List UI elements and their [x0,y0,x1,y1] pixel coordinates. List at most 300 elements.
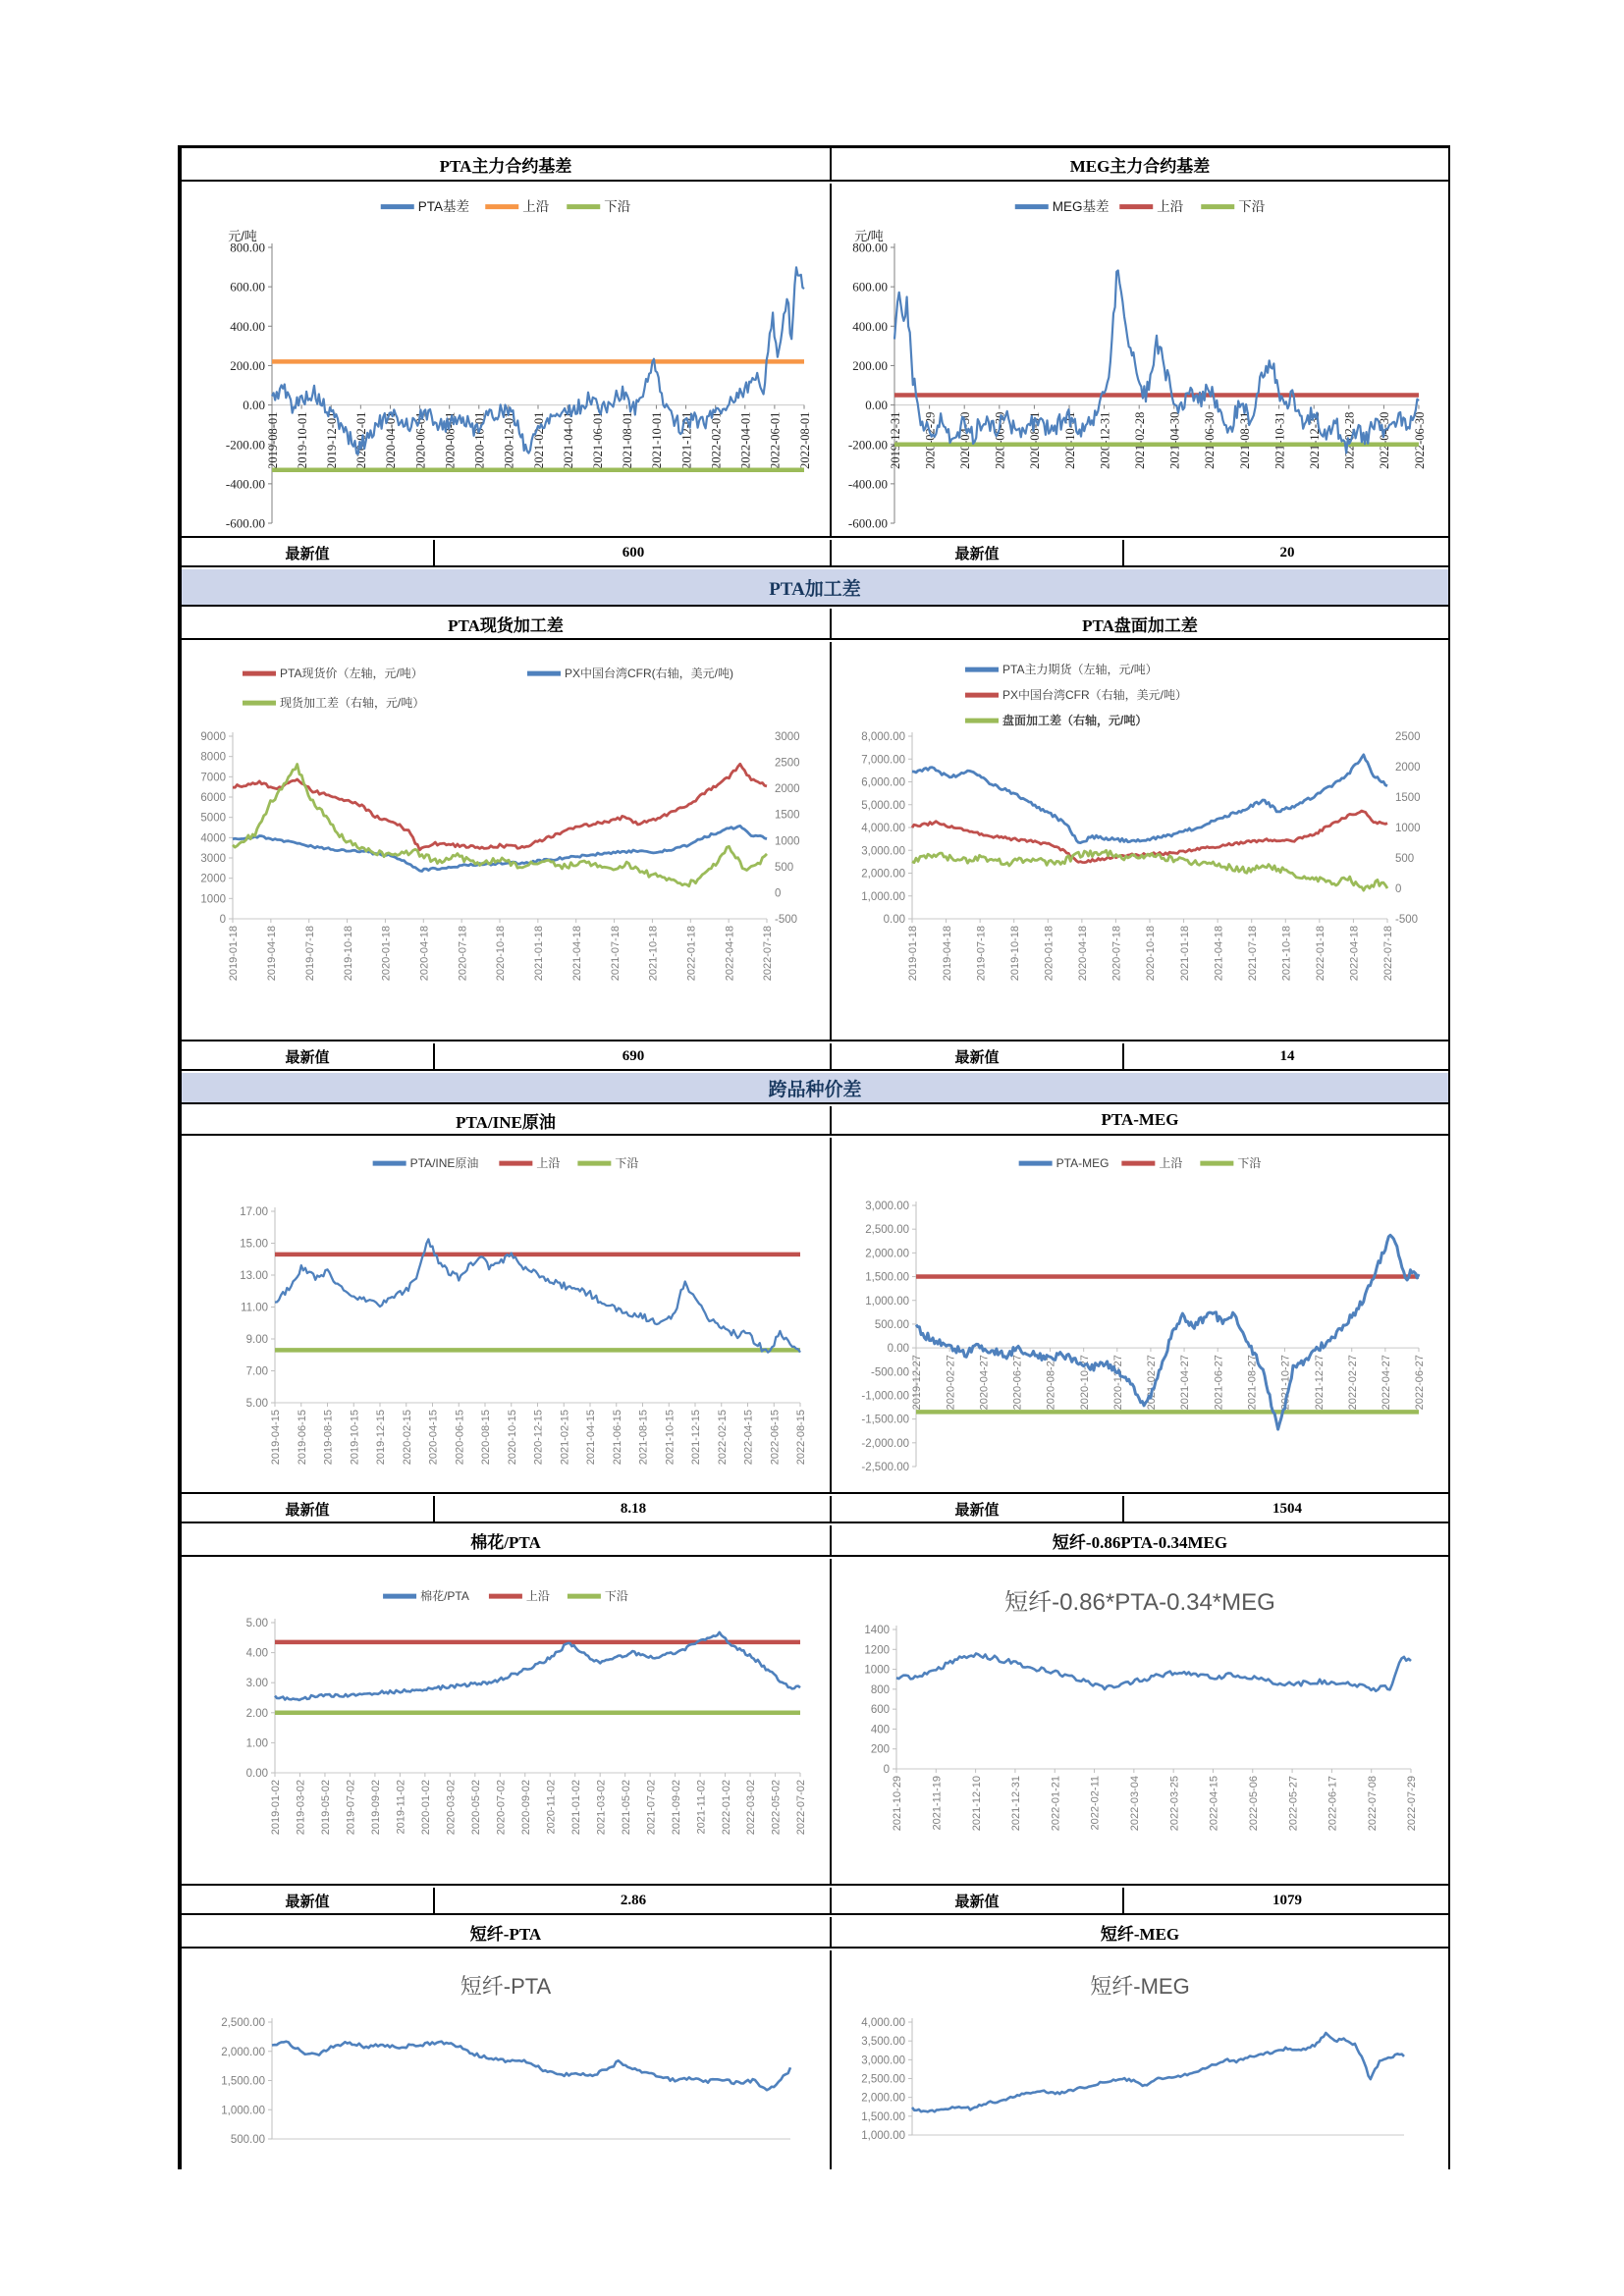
chart-pta-meg [832,1138,1448,1492]
svg-text:400.00: 400.00 [230,318,265,334]
title-text: 短纤-MEG [1100,1924,1180,1944]
title-pta-basis [182,148,830,180]
svg-text:3,000.00: 3,000.00 [861,2055,905,2067]
svg-text:2,500.00: 2,500.00 [861,2073,905,2086]
svg-text:2021-02-01: 2021-02-01 [531,411,546,469]
svg-text:-500.00: -500.00 [870,1366,909,1379]
latest-label-text: 最新值 [954,546,1000,562]
svg-text:-1,500.00: -1,500.00 [861,1414,909,1426]
svg-text:现货加工差（右轴，元/吨）: 现货加工差（右轴，元/吨） [280,696,425,710]
svg-text:-400.00: -400.00 [225,476,265,492]
svg-text:2020-04-18: 2020-04-18 [418,926,431,982]
svg-text:2020-06-15: 2020-06-15 [454,1410,466,1466]
svg-text:2021-12-31: 2021-12-31 [1010,1776,1023,1832]
svg-text:2021-02-28: 2021-02-28 [1132,411,1147,469]
svg-text:0.00: 0.00 [865,398,888,413]
svg-text:PX中国台湾CFR（右轴，美元/吨）: PX中国台湾CFR（右轴，美元/吨） [1002,688,1188,702]
svg-text:2022-06-15: 2022-06-15 [769,1410,782,1466]
svg-text:7000: 7000 [200,772,226,784]
svg-text:0: 0 [883,1764,890,1777]
title-pta-ine [182,1106,830,1134]
cotton-pta-chart-svg [182,1559,830,1884]
svg-text:2020-12-01: 2020-12-01 [502,411,516,469]
svg-text:2020-08-15: 2020-08-15 [480,1410,493,1466]
latest-label-left [182,1496,435,1522]
svg-text:2,500.00: 2,500.00 [221,2017,265,2030]
svg-text:2021-06-27: 2021-06-27 [1213,1355,1225,1411]
svg-text:2021-01-02: 2021-01-02 [569,1780,582,1836]
chart-pta-basis [182,184,830,536]
latest-value-row-3 [182,1496,1448,1523]
svg-text:2020-10-31: 2020-10-31 [1062,411,1077,469]
svg-text:2022-03-02: 2022-03-02 [745,1780,758,1836]
svg-text:2020-06-01: 2020-06-01 [413,411,428,469]
svg-text:0.00: 0.00 [243,398,265,413]
title-text: PTA现货加工差 [448,615,564,635]
svg-text:2021-07-18: 2021-07-18 [609,926,622,982]
svg-text:1,000.00: 1,000.00 [861,2130,905,2143]
svg-text:2,000.00: 2,000.00 [221,2046,265,2058]
svg-text:3000: 3000 [775,731,800,744]
svg-text:1500: 1500 [1395,792,1421,805]
svg-text:500.00: 500.00 [230,2134,265,2147]
latest-value-psf-formula [1126,1888,1448,1913]
svg-text:2022-05-06: 2022-05-06 [1247,1776,1260,1832]
svg-text:-400.00: -400.00 [847,476,888,492]
svg-text:11.00: 11.00 [241,1302,268,1314]
svg-text:2022-06-17: 2022-06-17 [1326,1776,1339,1832]
svg-text:2021-01-18: 2021-01-18 [1178,926,1191,982]
svg-text:3000: 3000 [200,853,226,866]
svg-text:9000: 9000 [200,731,226,744]
svg-text:2021-05-02: 2021-05-02 [620,1780,632,1836]
svg-text:2020-04-18: 2020-04-18 [1077,926,1090,982]
title-psf-meg [832,1917,1448,1947]
chart-row-4 [182,1559,1448,1886]
svg-text:2021-12-10: 2021-12-10 [970,1776,983,1832]
svg-text:2022-04-18: 2022-04-18 [1348,926,1361,982]
svg-text:2019-01-18: 2019-01-18 [907,926,920,982]
svg-text:上沿: 上沿 [525,1589,550,1603]
chart-pta-ine [182,1138,830,1492]
svg-text:上沿: 上沿 [536,1156,561,1170]
column-divider [830,1138,832,1492]
title-text: 短纤-0.86PTA-0.34MEG [1052,1532,1228,1552]
svg-text:2019-12-27: 2019-12-27 [911,1355,924,1411]
svg-text:2022-02-01: 2022-02-01 [709,411,724,469]
section-title-text: PTA加工差 [769,578,861,600]
svg-text:PX中国台湾CFR(右轴，美元/吨): PX中国台湾CFR(右轴，美元/吨) [565,667,733,680]
svg-text:-200.00: -200.00 [847,437,888,453]
svg-text:2022-02-28: 2022-02-28 [1342,411,1357,469]
svg-text:2022-05-02: 2022-05-02 [770,1780,783,1836]
svg-text:2021-04-18: 2021-04-18 [1213,926,1225,982]
chart-psf-formula [832,1559,1448,1884]
latest-label-text: 最新值 [954,1049,1000,1066]
svg-text:棉花/PTA: 棉花/PTA [420,1589,469,1603]
svg-text:PTA主力期货（左轴，元/吨）: PTA主力期货（左轴，元/吨） [1002,663,1158,676]
svg-text:2021-04-01: 2021-04-01 [561,411,575,469]
svg-text:上沿: 上沿 [522,199,550,214]
svg-text:500: 500 [1395,853,1415,866]
svg-text:PTA/INE原油: PTA/INE原油 [409,1156,479,1170]
title-text: 短纤-PTA [469,1924,542,1944]
svg-text:2021-10-15: 2021-10-15 [664,1410,677,1466]
latest-label-left [182,1888,435,1913]
svg-text:2021-06-01: 2021-06-01 [590,411,605,469]
svg-text:0: 0 [219,914,226,927]
svg-text:7.00: 7.00 [245,1365,268,1378]
svg-text:2500: 2500 [1395,731,1421,744]
svg-text:1400: 1400 [864,1625,890,1637]
title-psf-pta [182,1917,830,1947]
latest-label-text: 最新值 [285,546,330,562]
svg-text:2019-03-02: 2019-03-02 [295,1780,307,1836]
svg-text:200: 200 [870,1743,890,1756]
svg-text:2022-07-29: 2022-07-29 [1406,1776,1419,1832]
svg-text:下沿: 下沿 [604,199,631,214]
svg-text:5000: 5000 [200,812,226,825]
svg-text:2020-07-02: 2020-07-02 [495,1780,508,1836]
chart-pta-disk-spread [832,642,1448,1040]
latest-label-right [832,1043,1124,1069]
title-pta-disk-spread [832,609,1448,638]
svg-text:2019-06-15: 2019-06-15 [296,1410,308,1466]
svg-text:1200: 1200 [864,1644,890,1657]
svg-text:2022-03-25: 2022-03-25 [1168,1776,1181,1832]
svg-text:2022-08-01: 2022-08-01 [797,411,812,469]
svg-text:2021-02-27: 2021-02-27 [1146,1355,1159,1411]
svg-text:短纤-PTA: 短纤-PTA [460,1974,552,1999]
svg-text:2020-12-15: 2020-12-15 [532,1410,545,1466]
svg-text:2020-10-18: 2020-10-18 [495,926,508,982]
svg-text:600.00: 600.00 [230,279,265,294]
svg-text:2022-02-27: 2022-02-27 [1346,1355,1359,1411]
svg-text:2022-07-18: 2022-07-18 [1382,926,1395,982]
pta-basis-chart-svg [182,184,830,536]
svg-text:2019-11-02: 2019-11-02 [395,1780,407,1835]
svg-text:盘面加工差（右轴，元/吨）: 盘面加工差（右轴，元/吨） [1002,714,1148,727]
svg-text:2019-10-15: 2019-10-15 [349,1410,361,1466]
svg-text:0.00: 0.00 [245,1768,268,1781]
latest-value-text: 14 [1279,1047,1295,1064]
svg-text:2022-08-15: 2022-08-15 [795,1410,808,1466]
chart-pta-spot-spread [182,642,830,1040]
svg-text:2022-06-30: 2022-06-30 [1412,411,1427,469]
svg-text:2021-04-15: 2021-04-15 [585,1410,598,1466]
svg-text:2000: 2000 [1395,762,1421,774]
svg-text:2019-08-15: 2019-08-15 [322,1410,335,1466]
svg-text:2022-01-21: 2022-01-21 [1050,1776,1062,1832]
chart-meg-basis [832,184,1448,536]
svg-text:2021-06-15: 2021-06-15 [611,1410,623,1466]
column-divider [830,1106,832,1134]
svg-text:2022-03-04: 2022-03-04 [1129,1776,1142,1832]
svg-text:2021-03-02: 2021-03-02 [595,1780,608,1836]
svg-text:2020-08-27: 2020-08-27 [1045,1355,1057,1411]
svg-text:2021-02-15: 2021-02-15 [559,1410,571,1466]
svg-text:2021-07-02: 2021-07-02 [645,1780,658,1836]
svg-text:2022-04-01: 2022-04-01 [738,411,753,469]
svg-text:2022-04-15: 2022-04-15 [742,1410,755,1466]
svg-text:1,500.00: 1,500.00 [865,1271,909,1284]
pta-ine-chart-svg [182,1138,830,1492]
section-header-pta-processing [182,569,1448,607]
svg-text:1,500.00: 1,500.00 [221,2075,265,2088]
svg-text:2022-05-27: 2022-05-27 [1287,1776,1300,1832]
pta-disk-spread-chart-svg [832,642,1448,1040]
svg-text:6,000.00: 6,000.00 [861,776,905,789]
column-divider [830,184,832,536]
svg-text:2022-07-08: 2022-07-08 [1366,1776,1379,1832]
svg-text:4000: 4000 [200,832,226,845]
svg-text:1000: 1000 [775,835,800,848]
title-text: 棉花/PTA [470,1532,541,1552]
latest-value-text: 1079 [1272,1892,1302,1908]
svg-text:1000: 1000 [200,893,226,906]
chart-title-row-5 [182,1917,1448,1949]
latest-value-text: 2.86 [620,1892,647,1908]
title-psf-formula [832,1525,1448,1555]
psf-meg-chart-svg [832,1950,1448,2169]
latest-value-pta-disk-spread [1126,1043,1448,1069]
svg-text:-200.00: -200.00 [225,437,265,453]
column-divider [830,1043,832,1069]
svg-text:0: 0 [775,887,782,900]
svg-text:200.00: 200.00 [230,357,265,373]
svg-text:8,000.00: 8,000.00 [861,731,905,744]
svg-text:2000: 2000 [775,783,800,796]
svg-text:2020-04-30: 2020-04-30 [957,411,972,469]
latest-value-row-2 [182,1043,1448,1071]
section-header-cross-variety [182,1073,1448,1104]
svg-text:2022-06-27: 2022-06-27 [1414,1355,1427,1411]
svg-text:2021-10-01: 2021-10-01 [650,411,665,469]
chart-title-row-2 [182,609,1448,640]
latest-value-row-1 [182,540,1448,567]
svg-text:2022-07-02: 2022-07-02 [795,1780,808,1836]
svg-text:2021-11-19: 2021-11-19 [931,1776,944,1831]
svg-text:1500: 1500 [775,809,800,822]
svg-text:2,500.00: 2,500.00 [865,1224,909,1237]
svg-text:2021-04-18: 2021-04-18 [570,926,583,982]
svg-text:2020-01-18: 2020-01-18 [1043,926,1056,982]
svg-text:2020-07-18: 2020-07-18 [1110,926,1123,982]
column-divider [830,148,832,180]
latest-label-right [832,540,1124,565]
svg-text:2020-02-15: 2020-02-15 [401,1410,413,1466]
svg-text:1,000.00: 1,000.00 [861,890,905,903]
svg-text:2019-04-18: 2019-04-18 [941,926,953,982]
svg-text:2020-02-27: 2020-02-27 [945,1355,957,1411]
svg-text:2021-12-15: 2021-12-15 [690,1410,703,1466]
svg-text:2020-10-01: 2020-10-01 [472,411,487,469]
column-divider [830,540,832,565]
svg-text:2020-06-27: 2020-06-27 [1011,1355,1024,1411]
svg-text:3,000.00: 3,000.00 [861,845,905,858]
svg-text:2022-04-27: 2022-04-27 [1380,1355,1393,1411]
svg-text:2021-11-02: 2021-11-02 [695,1780,708,1835]
svg-text:2021-08-01: 2021-08-01 [621,411,635,469]
svg-text:0.00: 0.00 [883,914,905,927]
latest-value-text: 600 [622,544,645,561]
column-divider [830,1525,832,1555]
svg-text:2021-07-18: 2021-07-18 [1246,926,1259,982]
svg-text:2021-08-27: 2021-08-27 [1246,1355,1259,1411]
latest-label-text: 最新值 [285,1502,330,1519]
svg-text:500.00: 500.00 [874,1318,909,1331]
svg-text:2020-10-18: 2020-10-18 [1145,926,1158,982]
svg-text:3,000.00: 3,000.00 [865,1201,909,1213]
report-table [178,145,1450,2169]
svg-text:2022-01-18: 2022-01-18 [685,926,698,982]
svg-text:-2,500.00: -2,500.00 [861,1462,909,1474]
svg-text:4.00: 4.00 [245,1647,268,1660]
svg-text:2020-06-30: 2020-06-30 [993,411,1007,469]
svg-text:2022-07-18: 2022-07-18 [762,926,775,982]
svg-text:13.00: 13.00 [240,1270,268,1283]
chart-title-row-4 [182,1525,1448,1557]
svg-text:2500: 2500 [775,757,800,770]
chart-psf-meg [832,1950,1448,2169]
svg-text:2019-01-02: 2019-01-02 [270,1780,283,1836]
pta-meg-chart-svg [832,1138,1448,1492]
latest-value-text: 8.18 [620,1500,647,1517]
svg-text:600: 600 [870,1704,890,1717]
svg-text:400.00: 400.00 [852,318,888,334]
svg-text:2019-12-31: 2019-12-31 [888,411,902,469]
svg-text:5.00: 5.00 [245,1398,268,1411]
svg-text:PTA基差: PTA基差 [417,199,470,214]
svg-text:600.00: 600.00 [852,279,888,294]
latest-label-text: 最新值 [954,1502,1000,1519]
svg-text:2021-04-27: 2021-04-27 [1179,1355,1192,1411]
svg-text:上沿: 上沿 [1159,1156,1183,1170]
svg-text:2,000.00: 2,000.00 [861,2092,905,2105]
svg-text:2020-08-31: 2020-08-31 [1028,411,1043,469]
svg-text:2020-01-02: 2020-01-02 [420,1780,433,1836]
svg-text:-1,000.00: -1,000.00 [861,1390,909,1403]
column-divider [830,1559,832,1884]
svg-text:2021-12-31: 2021-12-31 [1307,411,1322,469]
svg-text:6000: 6000 [200,792,226,805]
svg-text:800.00: 800.00 [230,240,265,255]
svg-text:-600.00: -600.00 [847,515,888,531]
column-divider [830,642,832,1040]
svg-text:上沿: 上沿 [1157,199,1184,214]
svg-text:-600.00: -600.00 [225,515,265,531]
svg-text:PTA现货价（左轴，元/吨）: PTA现货价（左轴，元/吨） [280,667,423,680]
title-pta-meg [832,1106,1448,1134]
svg-text:5,000.00: 5,000.00 [861,799,905,812]
svg-text:2020-01-18: 2020-01-18 [380,926,393,982]
chart-row-3 [182,1138,1448,1494]
title-text: PTA/INE原油 [456,1112,556,1132]
svg-text:短纤-0.86*PTA-0.34*MEG: 短纤-0.86*PTA-0.34*MEG [1004,1589,1275,1616]
svg-text:2020-09-02: 2020-09-02 [519,1780,532,1836]
latest-label-text: 最新值 [285,1894,330,1910]
svg-text:2022-02-15: 2022-02-15 [716,1410,729,1466]
svg-text:2019-10-18: 2019-10-18 [342,926,354,982]
svg-text:PTA-MEG: PTA-MEG [1056,1156,1110,1170]
svg-text:2,000.00: 2,000.00 [865,1248,909,1260]
pta-spot-spread-chart-svg [182,642,830,1040]
svg-text:2.00: 2.00 [245,1707,268,1720]
svg-text:2022-02-11: 2022-02-11 [1089,1776,1102,1831]
svg-text:2021-08-15: 2021-08-15 [637,1410,650,1466]
svg-text:2022-04-18: 2022-04-18 [724,926,736,982]
column-divider [830,1950,832,2169]
svg-text:0: 0 [1395,883,1402,896]
svg-text:2019-12-15: 2019-12-15 [375,1410,388,1466]
svg-text:2019-01-18: 2019-01-18 [228,926,241,982]
svg-text:1000: 1000 [864,1664,890,1677]
svg-text:2019-10-01: 2019-10-01 [295,411,309,469]
svg-text:-500: -500 [1395,914,1419,927]
svg-text:1.00: 1.00 [245,1737,268,1750]
latest-label-left [182,1043,435,1069]
svg-text:短纤-MEG: 短纤-MEG [1090,1974,1190,1999]
svg-text:下沿: 下沿 [604,1589,628,1603]
svg-text:5.00: 5.00 [245,1618,268,1630]
svg-text:0.00: 0.00 [887,1343,909,1356]
svg-text:2021-08-31: 2021-08-31 [1237,411,1252,469]
latest-label-right [832,1496,1124,1522]
column-divider [830,1496,832,1522]
svg-text:2019-05-02: 2019-05-02 [320,1780,333,1836]
svg-text:2019-12-01: 2019-12-01 [324,411,339,469]
svg-text:2020-04-27: 2020-04-27 [978,1355,991,1411]
svg-text:2020-12-27: 2020-12-27 [1111,1355,1124,1411]
latest-label-text: 最新值 [954,1894,1000,1910]
column-divider [830,1888,832,1913]
svg-text:2019-08-01: 2019-08-01 [265,411,280,469]
svg-text:2019-09-02: 2019-09-02 [370,1780,383,1836]
svg-text:2020-02-29: 2020-02-29 [923,411,938,469]
svg-text:2021-12-01: 2021-12-01 [679,411,694,469]
svg-text:2020-12-31: 2020-12-31 [1098,411,1112,469]
svg-text:2020-10-15: 2020-10-15 [506,1410,518,1466]
latest-value-pta-spot-spread [437,1043,830,1069]
svg-text:下沿: 下沿 [615,1156,639,1170]
chart-row-5 [182,1950,1448,2169]
title-cotton-pta [182,1525,830,1555]
chart-cotton-pta [182,1559,830,1884]
svg-text:8000: 8000 [200,751,226,764]
column-divider [830,1917,832,1947]
svg-text:下沿: 下沿 [1238,199,1266,214]
latest-value-meg-basis [1126,540,1448,565]
svg-text:1,000.00: 1,000.00 [865,1295,909,1308]
svg-text:2000: 2000 [200,873,226,885]
svg-text:2022-06-01: 2022-06-01 [768,411,783,469]
latest-value-row-4 [182,1888,1448,1915]
svg-text:7,000.00: 7,000.00 [861,754,905,767]
svg-text:2020-07-18: 2020-07-18 [457,926,469,982]
svg-text:2021-10-27: 2021-10-27 [1279,1355,1292,1411]
svg-text:4,000.00: 4,000.00 [861,2017,905,2030]
svg-text:MEG基差: MEG基差 [1052,199,1110,214]
title-text: PTA-MEG [1101,1110,1179,1129]
latest-value-text: 20 [1279,544,1295,561]
svg-text:3,500.00: 3,500.00 [861,2036,905,2049]
svg-text:2021-10-31: 2021-10-31 [1272,411,1287,469]
title-text: PTA盘面加工差 [1082,615,1198,635]
title-meg-basis-text: MEG主力合约基差 [1069,156,1211,176]
section-title-text: 跨品种价差 [768,1079,862,1100]
svg-text:1000: 1000 [1395,823,1421,835]
svg-text:2020-04-15: 2020-04-15 [427,1410,440,1466]
